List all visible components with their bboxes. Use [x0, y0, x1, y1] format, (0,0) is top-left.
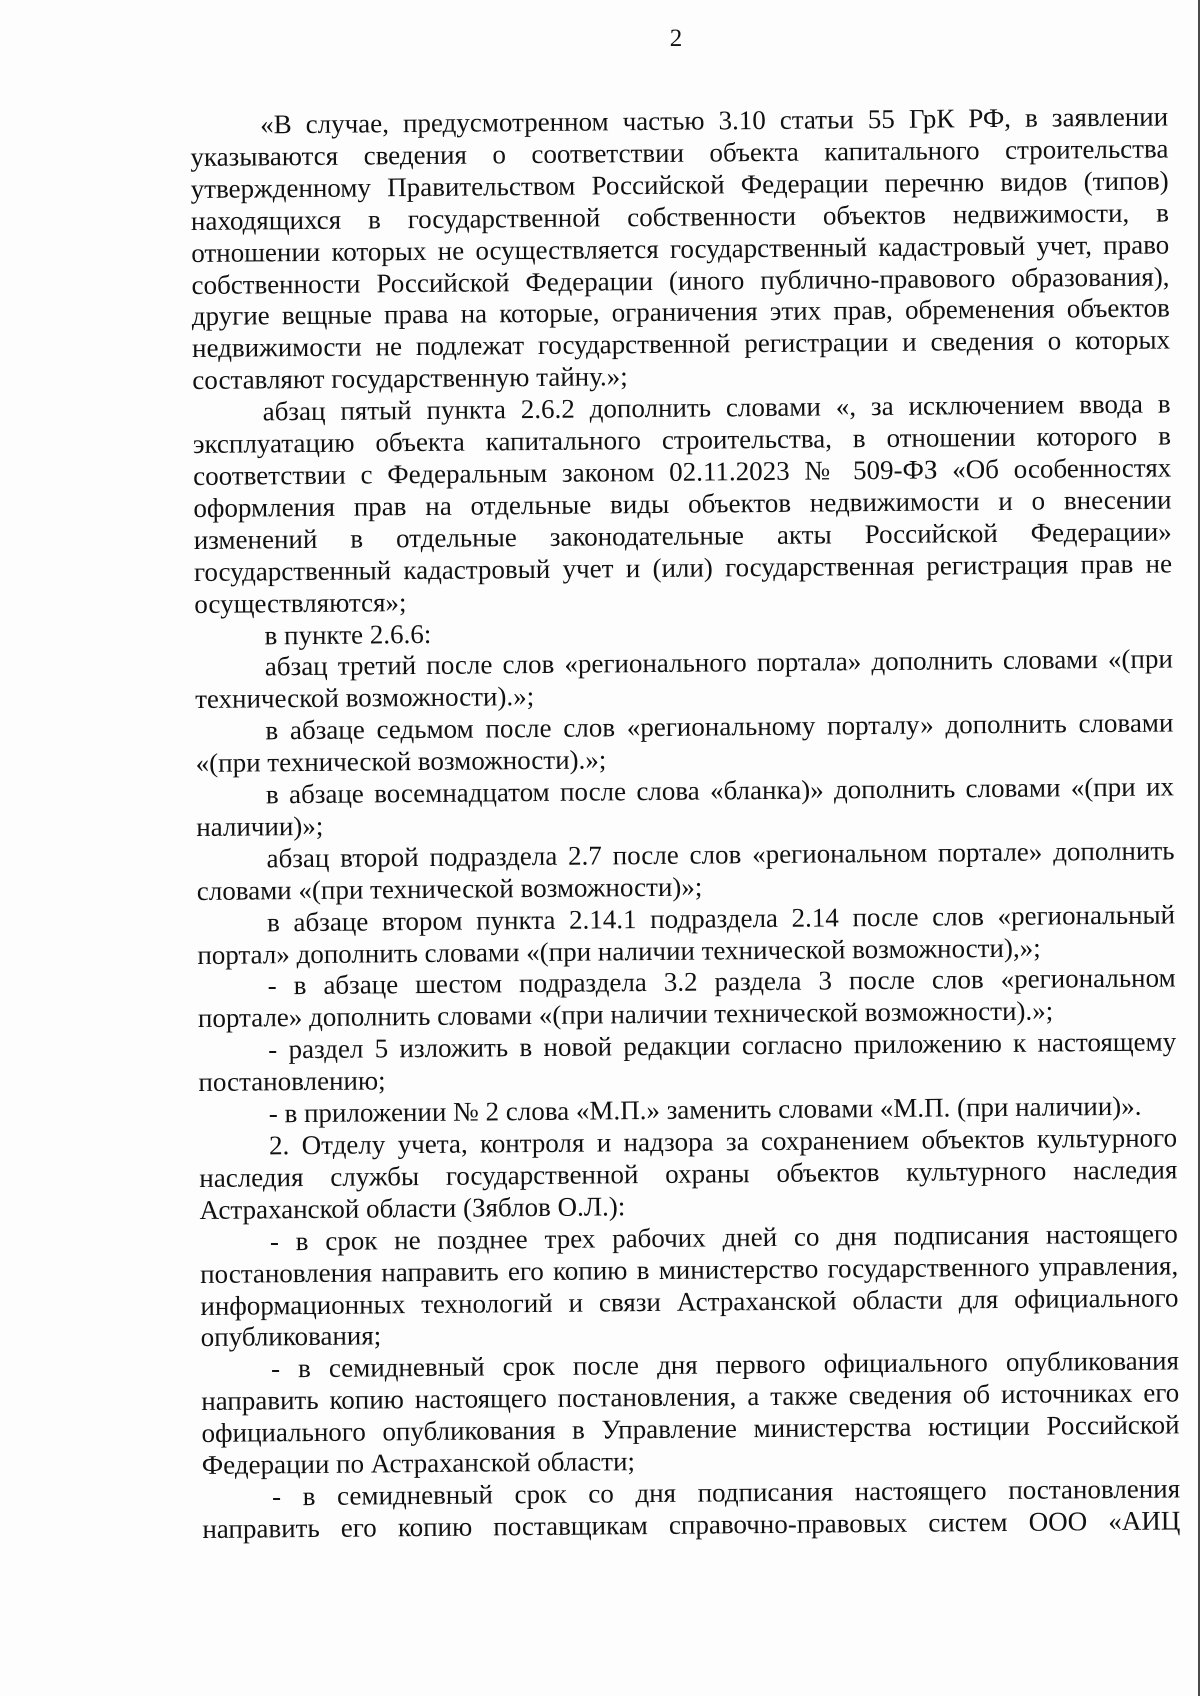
paragraph: - в приложении № 2 слова «М.П.» заменить словами «М.П. (при наличии)». [268, 1090, 1142, 1129]
paragraph: абзац третий после слов «регионального портала» дополнить словами «(при технической возможности).»; [195, 643, 1173, 715]
paragraph: в абзаце восемнадцатом после слова «бланка)» дополнить словами «(при их наличии)»; [196, 771, 1175, 842]
paragraph: - в срок не позднее трех рабочих дней со дня подписания настоящего постановления направить его копию в министерство государственного управления, информационных технологий и связи Астраханской области для официального опубликования; [200, 1218, 1179, 1353]
paragraph-continued: - в семидневный срок со дня подписания настоящего постановления направить его копию поставщикам справочно-правовых систем ООО «АИЦ [202, 1473, 1181, 1544]
document-body [190, 101, 1180, 1545]
page-number: 2 [669, 25, 683, 52]
paragraph: абзац пятый пункта 2.6.2 дополнить словами «, за исключением ввода в эксплуатацию объекта капитального строительства, в отношении которого в соответствии с Федеральным законом 02.11.2023 № 509-ФЗ «Об особенностях оформления прав на отдельные виды объектов недвижимости и о внесении изменений в отдельные законодательные акты Российской Федерации» государственный кадастровый учет и (или) государственная регистрация прав не осуществляются»; [192, 388, 1173, 619]
paragraph: - в семидневный срок после дня первого официального опубликования направить копию настоящего постановления, а также сведения об источниках его официального опубликования в Управление министерства юстиции Российской Федерации по Астраханской области; [201, 1345, 1180, 1481]
paragraph: - в абзаце шестом подраздела 3.2 раздела 3 после слов «региональном портале» дополнить словами «(при наличии технической возможности).»; [197, 962, 1176, 1034]
paragraph: абзац второй подраздела 2.7 после слов «региональном портале» дополнить словами «(при технической возможности)»; [196, 835, 1175, 906]
paragraph: в пункте 2.6.6: [264, 618, 432, 650]
paragraph: в абзаце втором пункта 2.14.1 подраздела 2.14 после слов «региональный портал» дополнить словами «(при наличии технической возможности),»; [197, 899, 1176, 970]
paragraph: - раздел 5 изложить в новой редакции согласно приложению к настоящему постановлению; [198, 1026, 1177, 1098]
paragraph: 2. Отделу учета, контроля и надзора за сохранением объектов культурного наследия службы государственной охраны объектов культурного наследия Астраханской области (Зяблов О.Л.): [199, 1122, 1178, 1225]
paragraph: «В случае, предусмотренном частью 3.10 статьи 55 ГрК РФ, в заявлении указываются сведения о соответствии объекта капитального строительства утвержденному Правительством Российской Федерации перечню видов (типов) находящихся в государственной собственности объектов недвижимости, в отношении которых не осуществляется государственный кадастровый учет, право собственности Российской Федерации (иного публично-правового образования), другие вещные права на которые, ограничения этих прав, обременения объектов недвижимости не подлежат государственной регистрации и сведения о которых составляют государственную тайну.»; [190, 101, 1171, 396]
paragraph: в абзаце седьмом после слов «региональному порталу» дополнить словами «(при технической возможности).»; [195, 707, 1174, 779]
